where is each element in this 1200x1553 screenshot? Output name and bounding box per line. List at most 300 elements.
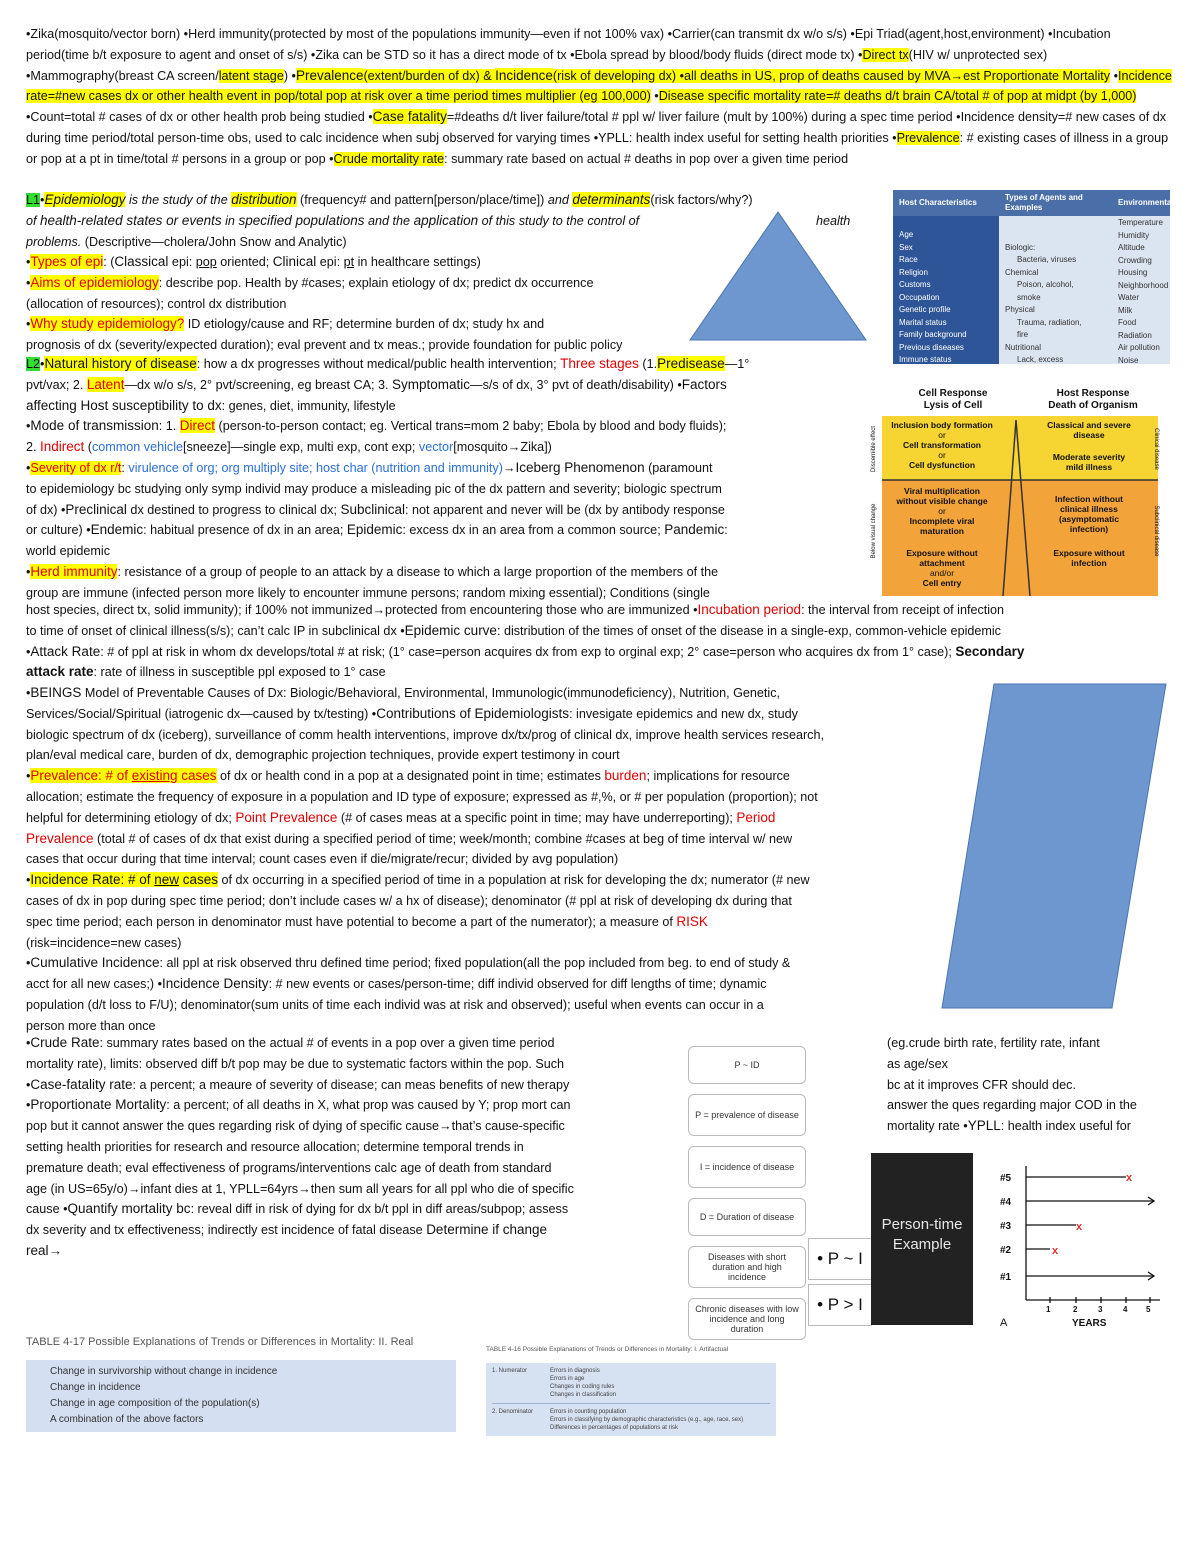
text-run: prognosis of dx (severity/expected duration); eval prevent and tx meas.; provide foundation for public policy (26, 338, 623, 353)
bullet: • (26, 1036, 31, 1050)
table-cell: Errors in diagnosis (550, 1368, 600, 1374)
text-run: mortality rate), limits: observed diff b/t pop may be due to systematic factors within the pop. Such (26, 1056, 565, 1071)
fig-label: and/or (929, 568, 955, 578)
cell: Customs (899, 280, 931, 289)
x-tick: 5 (1146, 1305, 1151, 1314)
text-run: to epidemiology bc studying only symp individ may produce a misleading pic of the dx pattern and severity; biologic spectrum (26, 481, 722, 496)
text-run: : excess dx in an area from a common source; (402, 523, 665, 538)
term-host-susceptibility: affecting Host susceptibility to dx (26, 397, 222, 413)
x-tick: 1 (1046, 1305, 1051, 1314)
fig-label: Cell transformation (903, 440, 981, 450)
term-attack-rate: Attack Rate (30, 643, 101, 659)
bullet: • (40, 193, 45, 207)
term-herd-immunity: Herd immunity (30, 563, 118, 579)
table-row: Change in age composition of the population(s) (50, 1398, 260, 1409)
text-run: (person-to-person contact; eg. Vertical trans=mom 2 baby; Ebola by blood and body fluids); (215, 419, 727, 434)
text-run: dx severity and tx effectiveness; indirectly est incidence of fatal disease (26, 1223, 427, 1238)
term-natural-history: Natural history of disease (44, 356, 197, 371)
text-run: 2. (26, 440, 41, 455)
text-run: problems. (26, 234, 82, 249)
term-preclinical: Preclinical (65, 501, 127, 517)
cell: Chemical (1005, 267, 1039, 277)
fig-label: Viral multiplication (904, 486, 980, 496)
text-run: (frequency# and pattern[person/place/time]) (296, 193, 548, 207)
agents-col (999, 216, 1115, 364)
text-run: (paramount (644, 460, 713, 475)
term-disease-specific-mortality: Disease specific mortality rate=# deaths d/t brain CA/total # of pop at midpt (by 1,000) (658, 89, 1137, 104)
cell: Nutritional (1005, 342, 1042, 352)
cell: Altitude (1118, 243, 1145, 252)
text-run: to time of onset of clinical illness(s/s); can’t calc IP in subclinical dx • (26, 623, 405, 638)
text-run: in (221, 213, 239, 228)
term-cases: cases (179, 872, 219, 888)
text-run: : summary rates based on the actual # of events in a pop over a given time period (99, 1036, 555, 1050)
cell: Crowding (1118, 255, 1152, 265)
text-run: —1° (724, 357, 750, 371)
term-crude-rate: Crude Rate (30, 1035, 100, 1050)
term-incidence: Incidence (495, 67, 553, 83)
term-incidence-rate-def: Incidence Rate: # of (30, 872, 155, 888)
text-run: of dx occurring in a specified period of time in a population at risk for developing the dx; numerator (# new (218, 873, 810, 888)
text-run: is the study of the (125, 193, 232, 207)
text-run: ; implications for resource (646, 769, 790, 784)
term-period-prevalence: Period (736, 809, 776, 825)
text-run: group are immune (infected person more likely to encounter immune persons; random mixing essential); Conditions (single (26, 585, 710, 600)
term-secondary-attack-rate: attack rate (26, 664, 94, 680)
text-run: as age/sex (887, 1056, 948, 1071)
term-classical: Classical (114, 254, 169, 269)
term-pandemic: Pandemic (664, 522, 725, 538)
text-run: epi: (316, 255, 344, 269)
text-run: (Descriptive—cholera/John Snow and Analytic) (81, 234, 347, 249)
term-latent-stage: latent stage (218, 68, 284, 83)
bullet: • (26, 275, 31, 290)
term-determinants: determinants (572, 192, 651, 207)
term-determine-change: Determine if change (426, 1222, 548, 1238)
row-label: #1 (1000, 1272, 1012, 1283)
text-run: age (in US=65y/o)→infant dies at 1, YPLL=64yrs→then sum all years for all ppl who die of specific (26, 1181, 574, 1196)
term-epidemiology: Epidemiology (44, 192, 126, 207)
cell: Neighborhood (1118, 280, 1169, 290)
bullet: • (26, 1098, 31, 1113)
text-run: answer the ques regarding major COD in the (887, 1098, 1137, 1113)
table-row: Change in incidence (50, 1382, 141, 1393)
cell: Food (1118, 318, 1137, 327)
bullet: • (26, 419, 31, 434)
text-run: : invesigate epidemics and new dx, study (569, 706, 798, 721)
row-label: #3 (1000, 1221, 1012, 1232)
bullet: • (26, 255, 31, 269)
text-run: virulence of org; org multiply site; host char (nutrition and immunity) (128, 460, 503, 475)
row-label: #5 (1000, 1173, 1012, 1184)
text-run: : how a dx progresses without medical/public health intervention; (196, 357, 561, 371)
cell: Biologic: (1005, 242, 1036, 252)
cell: Immune status (899, 355, 952, 364)
text-run: : rate of illness in susceptible ppl exposed to 1° case (93, 665, 386, 680)
bullet: • (26, 769, 31, 784)
text-run: : (121, 460, 129, 475)
term-common-vehicle: common vehicle (92, 440, 183, 455)
bullet: • (26, 564, 31, 579)
term-ypll: YPLL (967, 1118, 1001, 1134)
text-run: spec time period; each person in denominator must have potential to become a part of the numerator); a measure of (26, 914, 677, 929)
text-run: mortality rate • (887, 1119, 968, 1134)
bullet: • (26, 644, 31, 659)
lecture-tag: L1 (26, 193, 41, 207)
cell: Genetic profile (899, 305, 951, 314)
text-run: pt (343, 255, 355, 269)
formula-p-approx-i: • P ~ I (808, 1238, 872, 1280)
text-run: •Zika(mosquito/vector born) •Herd immunity(protected by most of the populations immunity—even if not 100% vax) •Carrier(can transmit dx w/o s/s) •Epi Triad(agent,host,environment) •Incubation period(time b/t exposure to agent and onset of s/s) •Zika can be STD so it has a direct mode of tx •Ebola spread by blood/body fluids (direct mode tx) • (26, 27, 1111, 62)
fig-label: infection (1071, 558, 1107, 568)
text-run: Model of Preventable Causes of Dx: Biologic/Behavioral, Environmental, Immunologic(immunodeficiency), Nutrition, Genetic, (81, 686, 781, 700)
text-run: : reveal diff in risk of dying for dx b/t ppl in diff areas/subpop; assess (190, 1202, 569, 1217)
fig-label: infection) (1069, 524, 1109, 534)
text-run: : habitual presence of dx in an area; (143, 523, 347, 538)
text-run: setting health priorities for research and resource allocation; determine temporal trends in (26, 1139, 524, 1154)
text-run: oriented; (216, 255, 273, 269)
event-mark: x (1126, 1172, 1133, 1184)
panel-title: Person-time (881, 1216, 963, 1233)
cell: Occupation (899, 292, 940, 302)
text-run: pop (195, 255, 217, 269)
text-run: (HIV w/ unprotected sex) •Mammography(breast CA screen/ (26, 47, 1048, 83)
text-run: [mosquito→Zika]) (453, 440, 552, 455)
fig-label: (asymptomatic (1059, 514, 1119, 524)
agents-table (893, 190, 1170, 364)
cell: Lack, excess (1017, 355, 1064, 364)
text-run: : # of ppl at risk in whom dx develops/total # at risk; (1° case=person acquires dx from exp to orginal exp; 2° case=person who acquires dx from 1° case); (100, 644, 956, 659)
fig-label: Exposure without (1053, 548, 1125, 558)
formula-p-gt-i: • P > I (808, 1284, 872, 1326)
text-run: Services/Social/Spiritual (iatrogenic dx—caused by tx/testing) • (26, 706, 377, 721)
text-run: cases that occur during that time interval; count cases even if die/migrate/recur; divided by avg population) (26, 852, 619, 867)
text-run: : distribution of the times of onset of the disease in a single-exp, common-vehicle epidemic (496, 623, 1001, 638)
text-run: (risk of developing dx) •all deaths in US, prop of deaths caused by MVA→ (552, 68, 964, 83)
term-incubation-period: Incubation period (697, 602, 802, 617)
cell: Religion (899, 267, 928, 277)
term-epidemic-curve: Epidemic curve (404, 622, 497, 638)
header-cell: Host Characteristics (899, 197, 977, 207)
text-run: allocation; estimate the frequency of exposure in a population and ID type of exposure; expressed as #,%, or # per population (proportion); not (26, 789, 818, 804)
text-run: : a percent; of all deaths in X, what prop was caused by Y; prop mort can (166, 1098, 571, 1113)
term-proportionate-mortality: Proportionate Mortality (30, 1097, 167, 1113)
bullet: • (26, 873, 31, 888)
formula-box: P ~ ID (688, 1046, 806, 1084)
fig-label: mild illness (1065, 462, 1113, 472)
table-4-16 (486, 1346, 776, 1436)
text-run: biologic spectrum of dx (iceberg), surveillance of comm health interventions, improve dx/tx/prog of clinical dx, improve health services research, (26, 727, 824, 742)
term-indirect: Indirect (40, 439, 85, 455)
cell: Temperature (1118, 218, 1163, 227)
crude-rate-right (887, 1033, 1177, 1137)
text-run: and the (364, 213, 414, 228)
table-body (486, 1363, 776, 1436)
text-run: (eg.crude birth rate, fertility rate, infant (887, 1036, 1100, 1050)
text-run: person more than once (26, 1018, 156, 1033)
table-row: A combination of the above factors (50, 1414, 204, 1425)
term-specified-populations: specified populations (238, 212, 365, 228)
summary-paragraph (26, 24, 1174, 170)
table-cell: Errors in counting population (550, 1409, 627, 1415)
text-run: (allocation of resources); control dx distribution (26, 296, 287, 311)
header-cell: Environmenta (1118, 197, 1172, 207)
text-run: ) • (283, 68, 296, 83)
cell: Water (1118, 293, 1140, 302)
term-contributions: Contributions of Epidemiologists (376, 705, 570, 721)
cell: Trauma, radiation, (1017, 317, 1082, 327)
person-time-chart (990, 1160, 1176, 1332)
fig-heading: Cell Response (918, 388, 988, 399)
fig-label: Exposure without (906, 548, 978, 558)
text-run: health (816, 213, 851, 228)
text-run: : ( (103, 255, 115, 269)
cell: Noise (1118, 355, 1139, 365)
parallelogram-shape (940, 682, 1168, 1010)
term-severity: Severity of dx r/t (30, 460, 122, 475)
cell: fire (1017, 330, 1029, 339)
term-case-fatality-rate: Case-fatality rate (30, 1076, 133, 1092)
text-run: or culture) • (26, 523, 91, 538)
term-predisease: Predisease (657, 356, 725, 371)
fig-label: without visible change (896, 496, 988, 506)
term-clinical: Clinical (272, 254, 317, 269)
term-point-prevalence: Point Prevalence (235, 809, 338, 825)
term-new: new (154, 872, 180, 888)
iceberg-figure (868, 388, 1160, 596)
cell (1005, 230, 1115, 241)
table-cell: 2. Denominator (492, 1409, 534, 1415)
text-run: : summary rate based on actual # deaths in pop over a given time period (444, 151, 849, 166)
text-run: •Count=total # cases of dx or other health prob being studied • (26, 110, 373, 125)
table-cell: Changes in classification (550, 1392, 617, 1398)
x-tick: 4 (1123, 1305, 1128, 1314)
text-run: : # existing cases of illness in a group or pop at a pt in time/total # persons in a group or pop • (26, 130, 1169, 166)
formula-box: Chronic diseases with low incidence and long duration (688, 1298, 806, 1340)
term-real: real→ (26, 1242, 63, 1258)
text-run: : (724, 523, 728, 538)
term-prevalence: Prevalence (896, 130, 960, 145)
text-run: ( (84, 440, 92, 455)
text-run: (1. (638, 357, 658, 371)
event-mark: x (1052, 1245, 1059, 1257)
panel-title: Example (892, 1236, 952, 1253)
formula-box: P = prevalence of disease (688, 1094, 806, 1136)
text-run: epi: (168, 255, 196, 269)
term-prevalence-def: Prevalence: # of (30, 768, 132, 784)
event-mark: x (1076, 1221, 1083, 1233)
l2-section (26, 354, 856, 604)
text-run: —s/s of dx, 3° pvt of death/disability) • (470, 377, 682, 392)
text-run: [sneeze]—single exp, multi exp, cont exp; (183, 440, 419, 455)
table-4-17 (26, 1336, 456, 1432)
bullet: • (40, 357, 45, 371)
text-run: : 1. (158, 419, 180, 434)
term-incidence-rate: Incidence rate=#new cases dx or other health event in pop/total pop at risk over a time period times multiplier (eg 100,000) (26, 68, 1172, 104)
table-header (893, 190, 1170, 216)
bullet: • (26, 317, 31, 332)
cell: Previous diseases (899, 342, 964, 352)
text-run: : # new events or cases/person-time; diff individ observed for diff lengths of time; dynamic (268, 977, 767, 992)
text-run: pop but it cannot answer the ques regarding risk of dying of specific cause→that’s cause-specific (26, 1119, 565, 1134)
term-cumulative-incidence: Cumulative Incidence (30, 955, 160, 971)
x-tick: 2 (1073, 1305, 1078, 1314)
fig-heading: Death of Organism (1048, 400, 1138, 411)
term-symptomatic: Symptomatic (391, 376, 471, 392)
bullet: • (26, 956, 31, 971)
fig-label: disease (1073, 430, 1105, 440)
text-run: acct for all new cases;) • (26, 977, 162, 992)
row-label: #4 (1000, 1197, 1012, 1208)
term-incidence-density: Incidence Density (162, 976, 269, 992)
text-run: : genes, diet, immunity, lifestyle (221, 398, 396, 413)
fig-label: attachment (919, 558, 965, 568)
text-run: • (1110, 68, 1118, 83)
fig-label: Cell entry (922, 578, 962, 588)
term-beings: BEINGS (30, 685, 82, 700)
term-distribution: distribution (231, 192, 297, 207)
text-run: : resistance of a group of people to an attack by a disease to which a large proportion of the members of the (117, 564, 719, 579)
text-run: • (650, 89, 659, 104)
fig-label: or (938, 506, 946, 516)
text-run: → (502, 460, 516, 475)
text-run: world epidemic (26, 544, 110, 559)
cell: Housing (1118, 268, 1148, 277)
text-run: premature death; eval effectiveness of programs/interventions calc age of death from standard (26, 1160, 552, 1175)
formula-box: D = Duration of disease (688, 1198, 806, 1236)
fig-label: Incomplete viral (909, 516, 975, 526)
cell: Bacteria, viruses (1017, 255, 1077, 264)
term-existing: existing (131, 768, 178, 784)
axis-origin-label: A (1000, 1317, 1008, 1329)
row-label: #2 (1000, 1245, 1012, 1256)
term-burden: burden (604, 768, 647, 784)
table-caption: TABLE 4-17 Possible Explanations of Trends or Differences in Mortality: II. Real (26, 1336, 414, 1348)
text-run: pvt/vax; 2. (26, 377, 87, 392)
types-aims-why (26, 252, 726, 356)
bullet: • (26, 686, 31, 700)
cell: Air pollution (1118, 343, 1160, 352)
term-case-fatality: Case fatality (372, 109, 447, 125)
text-run: in healthcare settings) (354, 255, 481, 269)
cell: Marital status (899, 317, 947, 327)
fig-label: or (938, 430, 946, 440)
cell: Age (899, 230, 914, 239)
fig-label: Classical and severe (1047, 420, 1131, 430)
text-run: and (547, 193, 569, 207)
text-run: host species, direct tx, solid immunity); if 100% not immunized→protected from encountering those who are immunized • (26, 603, 698, 617)
term-latent: Latent (86, 376, 125, 392)
text-run: : health index useful for (1000, 1119, 1131, 1134)
term-quantify-mortality: Quantify mortality bc (67, 1201, 191, 1217)
fig-label: or (938, 450, 946, 460)
crude-rate-section (26, 1033, 666, 1262)
term-endemic: Endemic (90, 522, 144, 538)
cell: Race (899, 255, 918, 264)
term-why-study: Why study epidemiology? (30, 316, 185, 332)
table-cell: 1. Numerator (492, 1368, 528, 1374)
text-run: ID etiology/cause and RF; determine burden of dx; study hx and (184, 317, 545, 332)
fig-side-label: Discernible effect (871, 426, 877, 472)
term-three-stages: Three stages (560, 356, 639, 371)
text-run: cases of dx in pop during spec time period; don’t include cases w/ a hx of disease); denominator (# ppl at risk of developing dx during that (26, 893, 792, 908)
cell: smoke (1017, 292, 1041, 302)
text-run: (extent/burden of dx) & (363, 68, 496, 83)
beings-prevalence-incidence (26, 683, 956, 1037)
term-factors: Factors (681, 376, 727, 392)
term-mode-of-transmission: Mode of transmission (30, 418, 159, 434)
cell: Humidity (1118, 230, 1150, 240)
bullet: • (26, 1077, 31, 1092)
term-est-proportionate-mortality: est Proportionate Mortality (963, 68, 1111, 83)
table-cell: Errors in age (550, 1376, 585, 1382)
header-cell: Types of Agents and Examples (1005, 192, 1083, 212)
formula-box: Diseases with short duration and high incidence (688, 1246, 806, 1288)
text-run: of (26, 213, 41, 228)
fig-label: Moderate severity (1052, 452, 1126, 462)
lecture-tag: L2 (26, 357, 41, 371)
prevalence-formula-boxes (688, 1046, 806, 1350)
text-run: of dx or health cond in a pop at a designated point in time; estimates (216, 769, 605, 784)
table-cell: Changes in coding rules (550, 1384, 615, 1390)
fig-label: maturation (920, 526, 964, 536)
text-run: (# of cases meas at a specific point in time; may have underreporting); (337, 810, 737, 825)
term-application: application (413, 212, 479, 228)
environment-col (1115, 216, 1170, 364)
term-health-related-states: health-related states or events (40, 212, 222, 228)
cell: Radiation (1118, 330, 1152, 340)
table-cell: Errors in classifying by demographic characteristics (e.g., age, race, sex) (550, 1417, 744, 1423)
text-run: : describe pop. Health by #cases; explain etiology of dx; predict dx occurrence (158, 275, 594, 290)
text-run: (risk=incidence=new cases) (26, 935, 182, 950)
term-direct: Direct (179, 418, 215, 434)
person-time-panel (871, 1153, 973, 1325)
term-cases: cases (177, 768, 217, 784)
term-types-of-epi: Types of epi (30, 254, 104, 269)
text-run: plan/eval medical care, burden of dx, demographic projection techniques, provide expert testimony in court (26, 748, 620, 763)
x-tick: 3 (1098, 1305, 1103, 1314)
cell: Poison, alcohol, (1017, 280, 1074, 289)
fig-side-label: Below visual change (871, 503, 877, 559)
text-run: —dx w/o s/s, 2° pvt/screening, eg breast CA; 3. (124, 377, 392, 392)
text-run: : not apparent and never will be (dx by antibody response (405, 502, 725, 517)
fig-label: clinical illness (1060, 504, 1118, 514)
text-run: =#deaths d/t liver failure/total # ppl w/ liver failure (mult by 100%) during a spec time period •Incidence density=# new cases of dx during time period/total person-time obs, used to calc incidence when subj observed for varying times •YPLL: health index useful for setting health priorities • (26, 110, 1167, 145)
term-period-prevalence: Prevalence (26, 830, 94, 846)
term-aims: Aims of epidemiology (30, 274, 159, 290)
x-axis-label: YEARS (1072, 1318, 1107, 1329)
fig-side-label: Clinical disease (1153, 428, 1159, 470)
table-caption: TABLE 4-16 Possible Explanations of Trends or Differences in Mortality: I. Artifactual (486, 1346, 729, 1353)
fig-side-label: Subclinical disease (1153, 505, 1159, 557)
term-epidemic: Epidemic (346, 522, 403, 538)
table-body (893, 216, 1170, 364)
table-cell: Differences in percentages of populations at risk (550, 1425, 678, 1431)
text-run: population (d/t loss to F/U); denominator(sum units of time each individ was at risk and observed); useful when events can occur in a (26, 997, 764, 1012)
text-run: bc at it improves CFR should dec. (887, 1077, 1076, 1092)
text-run: : the interval from receipt of infection (801, 603, 1005, 617)
text-run: of this study to the control of (478, 213, 640, 228)
term-subclinical: Subclinical (340, 501, 405, 517)
text-run: dx destined to progress to clinical dx; (126, 502, 341, 517)
text-run: (risk factors/why?) (650, 193, 753, 207)
text-run: : all ppl at risk observed thru defined time period; fixed population(all the pop included from beg. to end of study & (159, 956, 791, 971)
term-crude-mortality-rate: Crude mortality rate (333, 151, 445, 166)
text-run: (total # of cases of dx that exist during a specified period of time; week/month; combine #cases at beg of time interval w/ new (93, 831, 793, 846)
fig-label: Infection without (1055, 494, 1123, 504)
fig-label: Cell dysfunction (908, 460, 976, 470)
term-risk: RISK (676, 913, 708, 929)
